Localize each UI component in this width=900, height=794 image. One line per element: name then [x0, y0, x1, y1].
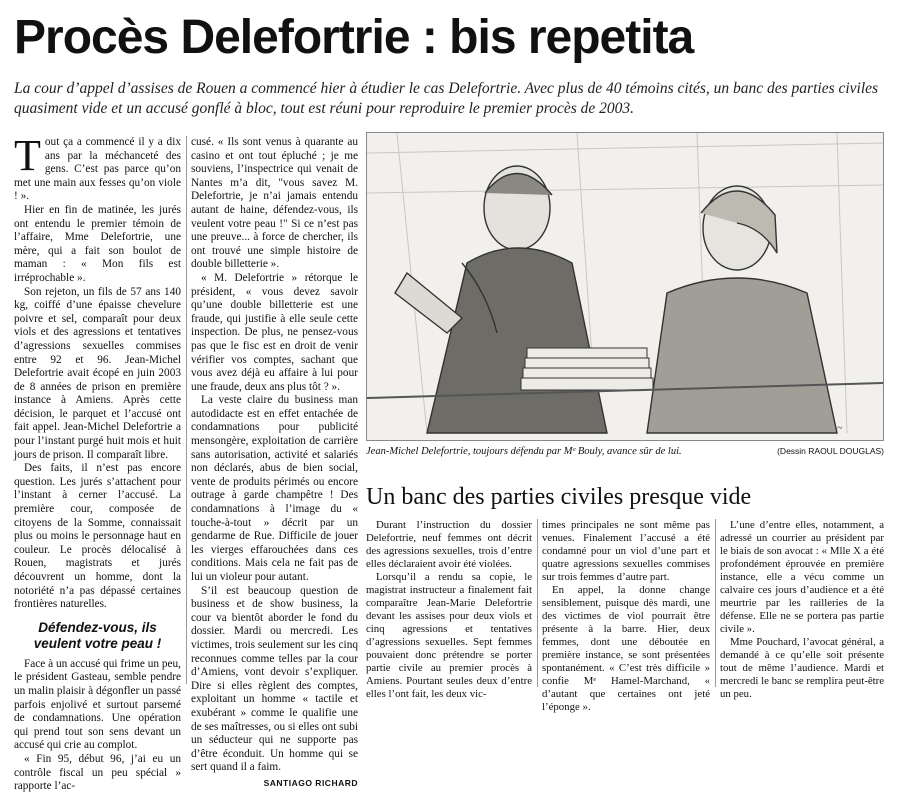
caption-text: Jean-Michel Delefortrie, toujours défendu par Mᵉ Bouly, avance sûr de lui.	[366, 446, 682, 457]
article-column-1	[14, 131, 181, 793]
paragraph: Mme Pouchard, l’avocat général, a demandé à ce qu’elle soit présente tout de même l’audience. Mardi et mercredi le banc se remplira peut-être un peu.	[720, 636, 884, 700]
paragraph: Face à un accusé qui frime un peu, le président Gasteau, semble pendre un malin plaisir à dégonfler un passé parfois enjolivé et surtout parsemé de condamnations. Une opération qui prend tout son sens devant un accusé qui crie au complot.	[14, 657, 181, 752]
paragraph: S’il est beaucoup question de business et de show business, la cour va bientôt aborder le fond du dossier. Mardi ou mercredi. Les victimes, trois seulement sur les cinq reconnues comme telles par la cour d’Amiens, vont devoir s’expliquer. Dire si elles règlent des comptes, exploitant un homme « tactile et exubérant » comme le qualifie une de ses maîtresses, ou si elles ont subi un séducteur qui ne supporte pas d’être éconduit. Un homme qui se sert quand il a faim.	[191, 584, 358, 774]
sidebar-column-3	[720, 519, 884, 700]
paragraph: L’une d’entre elles, notamment, a adressé un courrier au président par le biais de son avocat : « Mlle X a été profondément éprouvée en première instance, elle a vécu comme un calvaire ces jours d’audience et a été meurtrie par les railleries de la défense. Elle ne se portera pas partie civile ».	[720, 519, 884, 635]
drop-cap: T	[14, 131, 41, 180]
paragraph	[14, 131, 181, 204]
court-sketch-drawing	[367, 133, 883, 440]
paragraph: En appel, la donne change sensiblement, puisque dès mardi, une des victimes de viol pourrait être présente à la barre. Hier, deux femmes, dont une déboutée en première instance, se sont présentées spontanément. « C’est très difficile » confie Mᵉ Hamel-Marchand, « d’autant que certaines ont jeté l’éponge ».	[542, 584, 710, 713]
paragraph-text: out ça a commencé il y a dix ans par la méchanceté des gens. C’est pas parce qu’on met une main aux fesses qu’on viole ! ».	[14, 136, 181, 203]
standfirst: La cour d’appel d’assises de Rouen a commencé hier à étudier le cas Delefortrie. Avec plus de 40 témoins cités, un banc des parties civiles quasiment vide et un accusé gonflé à bloc, tout est réuni pour reproduire le premier procès de 2003.	[14, 80, 879, 117]
sidebar-column-2	[542, 519, 710, 713]
paragraph: « M. Delefortrie » rétorque le président, « vous devez savoir qu’une double billetterie est une fraude, qui justifie à elle seule cette inspection. De plus, ne pensez-vous pas que le fisc est en droit de venir vérifier vos comptes, sachant que vous avez déjà eu affaire à lui pour une fraude, deux ans plus tôt ? ».	[191, 271, 358, 393]
sidebar-column-1	[366, 519, 532, 700]
column-divider	[186, 136, 187, 684]
paragraph: « Fin 95, début 96, j’ai eu un contrôle fiscal un peu spécial » rapporte l’ac-	[14, 752, 181, 793]
byline: SANTIAGO RICHARD	[263, 777, 358, 788]
photo-credit: (Dessin RAOUL DOUGLAS)	[777, 446, 884, 456]
paragraph: Durant l’instruction du dossier Delefortrie, neuf femmes ont décrit des agressions sexuelles, trois d’entre elles déclaraient avoir été violées.	[366, 519, 532, 570]
intertitle: Défendez-vous, ils veulent votre peau !	[33, 619, 162, 651]
paragraph: Des faits, il n’est pas encore question. Les jurés s’attachent pour l’instant à cerner l’accusé. La première cour, composée de citoyens de la Somme, connaissait plus ou moins le personnage haut en couleur. Le procès délocalisé à Rouen, magistrats et jurés découvrent un homme, dont la notoriété n’a pas dépassé certaines frontières naturelles.	[14, 462, 181, 611]
paragraph: cusé. « Ils sont venus à quarante au casino et ont tout épluché ; je me souviens, l’inspectrice qui venait de Nantes m’a dit, "vous savez M. Delefortrie, je n’ai jamais entendu autant de haine, défendez-vous, ils veulent votre peau !" Si ce n’est pas une preuve... à force de chercher, ils ont trouvé une simple histoire de double billetterie ».	[191, 136, 358, 271]
headline: Procès Delefortrie : bis repetita	[14, 11, 694, 64]
column-divider	[715, 519, 716, 687]
paragraph: La veste claire du business man autodidacte est en effet entachée de condamnations pour publicité mensongère, exploitation de carrière sans autorisation, activité et salariés non déclarés, abus de bien social, vente de produits périmés ou encore outrage à garde champêtre ! Des condamnations à l’image du « touche-à-tout » décrit par un gendarme de Rue. Difficile de jouer les vierges effarouchées dans ces conditions. Mais cela ne fait pas de lui un violeur pour autant.	[191, 394, 358, 583]
paragraph: times principales ne sont même pas venues. Finalement l’accusé a été condamné pour un viol d’une part et quatre agressions sexuelles commises sur trois femmes d’autre part.	[542, 519, 710, 583]
photo-caption	[366, 445, 884, 458]
sidebar-headline: Un banc des parties civiles presque vide	[366, 484, 752, 510]
article-column-2	[191, 136, 358, 788]
court-sketch-illustration	[366, 132, 884, 441]
paragraph: Hier en fin de matinée, les jurés ont entendu le premier témoin de l’affaire, Mme Delefortrie, une mère, qui a fait son boulot de maman : « Mon fils est irréprochable ».	[14, 203, 181, 284]
column-divider	[537, 519, 538, 687]
paragraph: Lorsqu’il a rendu sa copie, le magistrat instructeur a finalement fait comparaître Jean-Marie Delefortrie devant les assises pour deux viols et cinq agressions et tentatives d’agressions sexuelles. Sept femmes pouvaient donc prétendre se porter partie civile au premier procès à Amiens. Pourtant seules deux d’entre elles l’ont fait, les deux vic-	[366, 571, 532, 700]
paragraph: Son rejeton, un fils de 57 ans 140 kg, coiffé d’une épaisse chevelure poivre et sel, comparaît pour deux viols et des agressions et tentatives d’agressions sexuelles commises entre 92 et 96. Jean-Michel Delefortrie avait écopé en juin 2003 de 8 années de prison en première instance à Amiens. Après cette décision, le parquet et l’accusé ont fait appel. Jean-Michel Delefortrie a pour l’instant purgé huit mois et huit jours de prison. Il comparaît libre.	[14, 285, 181, 461]
svg-text:~: ~	[837, 423, 843, 434]
